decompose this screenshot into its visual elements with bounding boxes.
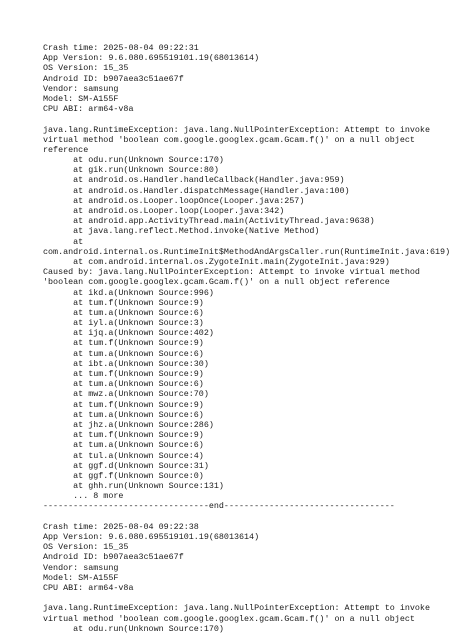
- stack-frame: at tum.a(Unknown Source:6): [43, 307, 204, 318]
- stack-frame: at tum.a(Unknown Source:6): [43, 440, 204, 451]
- stack-frame: at tum.f(Unknown Source:9): [43, 430, 204, 441]
- crash-time: Crash time: 2025-08-04 09:22:38: [43, 521, 199, 532]
- stack-frame: at java.lang.reflect.Method.invoke(Native Method): [43, 226, 320, 237]
- stack-frame: at iyl.a(Unknown Source:3): [43, 318, 204, 329]
- exception-line: virtual method 'boolean com.google.googlex.gcam.Gcam.f()' on a null object: [43, 134, 415, 145]
- stack-frame: at ggf.f(Unknown Source:0): [43, 470, 204, 481]
- stack-frame: at tum.f(Unknown Source:9): [43, 297, 204, 308]
- app-version: App Version: 9.6.080.695519101.19(68013614): [43, 532, 260, 542]
- stack-frame: at odu.run(Unknown Source:170): [43, 623, 224, 634]
- stack-frame: com.android.internal.os.RuntimeInit$MethodAndArgsCaller.run(RuntimeInit.java:619): [43, 246, 451, 257]
- vendor: Vendor: samsung: [43, 562, 119, 573]
- stack-frame: at odu.run(Unknown Source:170): [43, 155, 224, 166]
- android-id: Android ID: b907aea3c51ae67f: [43, 73, 184, 84]
- android-id: Android ID: b907aea3c51ae67f: [43, 552, 184, 563]
- crash-report-2: [43, 522, 443, 634]
- exception-line: virtual method 'boolean com.google.googlex.gcam.Gcam.f()' on a null object: [43, 613, 415, 624]
- vendor: Vendor: samsung: [43, 83, 119, 94]
- stack-frame: at jhz.a(Unknown Source:286): [43, 419, 214, 430]
- stack-frame: at ikd.a(Unknown Source:996): [43, 287, 214, 298]
- stack-frame: at android.app.ActivityThread.main(ActivityThread.java:9638): [43, 216, 375, 227]
- more-frames: ... 8 more: [43, 491, 124, 502]
- crash-report-1: [43, 43, 451, 512]
- cpu-abi: CPU ABI: arm64-v8a: [43, 104, 134, 115]
- caused-by-line: 'boolean com.google.googlex.gcam.Gcam.f()' on a null object reference: [43, 277, 390, 288]
- stack-frame: at ibt.a(Unknown Source:30): [43, 358, 209, 369]
- cpu-abi: CPU ABI: arm64-v8a: [43, 582, 134, 593]
- stack-frame: at tum.a(Unknown Source:6): [43, 409, 204, 420]
- stack-frame: at android.os.Looper.loopOnce(Looper.java:257): [43, 195, 305, 206]
- stack-frame: at tum.f(Unknown Source:9): [43, 369, 204, 379]
- exception-line: java.lang.RuntimeException: java.lang.NullPointerException: Attempt to invoke: [43, 603, 430, 614]
- stack-frame: at ijq.a(Unknown Source:402): [43, 328, 214, 339]
- stack-frame: at android.os.Handler.dispatchMessage(Handler.java:100): [43, 185, 350, 196]
- blank-line: [43, 593, 443, 603]
- stack-frame: at android.os.Handler.handleCallback(Handler.java:959): [43, 175, 345, 186]
- end-separator: ---------------------------------end----------------------------------: [43, 501, 395, 512]
- crash-time: Crash time: 2025-08-04 09:22:31: [43, 43, 199, 53]
- blank-line: [43, 512, 443, 522]
- stack-frame: at tum.f(Unknown Source:9): [43, 338, 204, 349]
- stack-frame: at tum.a(Unknown Source:6): [43, 348, 204, 359]
- stack-frame: at android.os.Looper.loop(Looper.java:342): [43, 206, 285, 216]
- stack-frame: at ghh.run(Unknown Source:131): [43, 481, 224, 492]
- stack-frame: at tul.a(Unknown Source:4): [43, 450, 204, 461]
- stack-frame: at tum.a(Unknown Source:6): [43, 379, 204, 390]
- os-version: OS Version: 15_35: [43, 63, 129, 74]
- stack-frame: at ggf.d(Unknown Source:31): [43, 460, 209, 471]
- stack-frame: at mwz.a(Unknown Source:70): [43, 389, 209, 400]
- app-version: App Version: 9.6.080.695519101.19(68013614): [43, 53, 260, 64]
- exception-line: java.lang.RuntimeException: java.lang.NullPointerException: Attempt to invoke: [43, 124, 430, 135]
- stack-frame: at gik.run(Unknown Source:80): [43, 165, 219, 176]
- blank-line: [43, 114, 443, 124]
- stack-frame: at: [43, 236, 84, 247]
- exception-line: reference: [43, 144, 89, 155]
- stack-frame: at com.android.internal.os.ZygoteInit.main(ZygoteInit.java:929): [43, 256, 390, 267]
- caused-by-line: Caused by: java.lang.NullPointerException: Attempt to invoke virtual method: [43, 267, 420, 278]
- crash-log: [43, 43, 451, 634]
- model: Model: SM-A155F: [43, 572, 119, 583]
- stack-frame: at tum.f(Unknown Source:9): [43, 399, 204, 410]
- model: Model: SM-A155F: [43, 93, 119, 104]
- os-version: OS Version: 15_35: [43, 542, 129, 553]
